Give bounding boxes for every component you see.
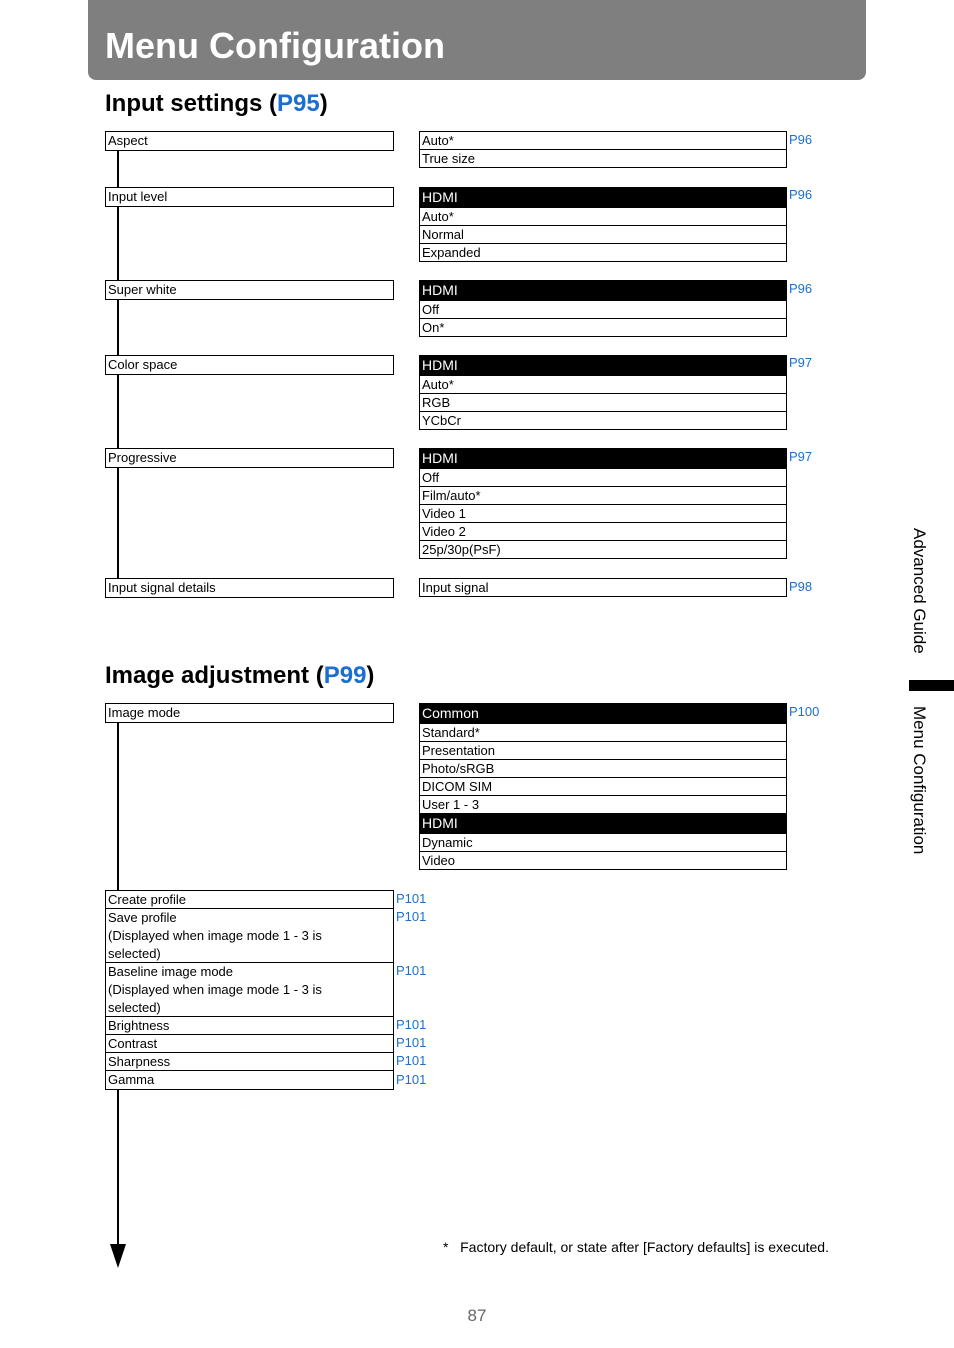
side-tab-menu-configuration[interactable]: Menu Configuration: [910, 706, 929, 855]
option-group-header: Common: [420, 704, 786, 724]
option-item[interactable]: Presentation: [420, 742, 786, 760]
option-item[interactable]: DICOM SIM: [420, 778, 786, 796]
option-group-header: HDMI: [420, 356, 786, 376]
page-link-input-signal-details[interactable]: P98: [789, 579, 813, 594]
menu-item-color-space[interactable]: Color space: [105, 355, 394, 375]
option-item[interactable]: Photo/sRGB: [420, 760, 786, 778]
menu-item-baseline-image-mode[interactable]: [105, 962, 394, 1017]
option-group-header: HDMI: [420, 281, 786, 301]
menu-item-create-profile[interactable]: Create profile: [105, 890, 394, 909]
menu-item-save-profile[interactable]: [105, 908, 394, 963]
menu-item-image-mode[interactable]: Image mode: [105, 703, 394, 723]
option-item[interactable]: Video 1: [420, 505, 786, 523]
page-link-baseline-image-mode[interactable]: P101: [396, 963, 427, 978]
image-adjustment-tree-line: [117, 723, 119, 893]
menu-item-contrast[interactable]: Contrast: [105, 1034, 394, 1053]
page-link-color-space[interactable]: P97: [789, 355, 813, 370]
menu-item-super-white[interactable]: Super white: [105, 280, 394, 300]
page-link-super-white[interactable]: P96: [789, 281, 813, 296]
option-item[interactable]: User 1 - 3: [420, 796, 786, 814]
option-group-header: HDMI: [420, 814, 786, 834]
image-adjustment-title: Image adjustment (P99): [105, 662, 375, 689]
save-profile-label: Save profile (Displayed when image mode 1 - 3 is selected): [108, 910, 322, 961]
down-arrow-icon: [110, 1244, 126, 1268]
options-progressive: [419, 448, 787, 559]
page-link-sharpness[interactable]: P101: [396, 1053, 427, 1068]
page-link-brightness[interactable]: P101: [396, 1017, 427, 1032]
input-settings-title: Input settings (P95): [105, 90, 328, 117]
baseline-image-mode-label: Baseline image mode (Displayed when image mode 1 - 3 is selected): [108, 964, 322, 1015]
page-link-gamma[interactable]: P101: [396, 1072, 427, 1087]
page-number: 87: [467, 1306, 487, 1325]
page-link-aspect[interactable]: P96: [789, 132, 813, 147]
options-color-space: [419, 355, 787, 430]
options-aspect: [419, 131, 787, 168]
input-settings-page-link[interactable]: P95: [276, 90, 320, 117]
option-item[interactable]: On*: [420, 319, 786, 337]
option-item[interactable]: Standard*: [420, 724, 786, 742]
menu-item-sharpness[interactable]: Sharpness: [105, 1052, 394, 1071]
image-adjustment-page-link[interactable]: P99: [323, 662, 367, 689]
menu-item-gamma[interactable]: Gamma: [105, 1070, 394, 1090]
option-item[interactable]: Expanded: [420, 244, 786, 262]
options-image-mode: [419, 703, 787, 870]
option-item[interactable]: 25p/30p(PsF): [420, 541, 786, 559]
menu-item-input-level[interactable]: Input level: [105, 187, 394, 207]
menu-item-brightness[interactable]: Brightness: [105, 1016, 394, 1035]
option-item[interactable]: Off: [420, 469, 786, 487]
option-item[interactable]: YCbCr: [420, 412, 786, 430]
page-header: [88, 0, 866, 80]
option-group-header: HDMI: [420, 188, 786, 208]
option-item[interactable]: Auto*: [420, 208, 786, 226]
page-link-contrast[interactable]: P101: [396, 1035, 427, 1050]
option-item[interactable]: True size: [420, 150, 786, 168]
options-super-white: [419, 280, 787, 337]
option-group-header: HDMI: [420, 449, 786, 469]
option-item[interactable]: Off: [420, 301, 786, 319]
side-tab-advanced-guide[interactable]: Advanced Guide: [910, 528, 929, 654]
page-link-progressive[interactable]: P97: [789, 449, 813, 464]
page-link-create-profile[interactable]: P101: [396, 891, 427, 906]
option-item[interactable]: Auto*: [420, 132, 786, 150]
page-link-image-mode[interactable]: P100: [789, 704, 820, 719]
option-item[interactable]: Dynamic: [420, 834, 786, 852]
options-input-signal-details: [419, 578, 787, 597]
menu-item-progressive[interactable]: Progressive: [105, 448, 394, 468]
option-item[interactable]: Video 2: [420, 523, 786, 541]
menu-item-aspect[interactable]: Aspect: [105, 131, 394, 151]
options-input-level: [419, 187, 787, 262]
option-item[interactable]: Video: [420, 852, 786, 870]
option-item[interactable]: RGB: [420, 394, 786, 412]
footnote: * Factory default, or state after [Factory defaults] is executed.: [443, 1239, 829, 1255]
option-item[interactable]: Auto*: [420, 376, 786, 394]
option-item[interactable]: Input signal: [420, 579, 786, 597]
menu-item-input-signal-details[interactable]: Input signal details: [105, 578, 394, 598]
page-title: Menu Configuration: [105, 25, 445, 66]
page-link-input-level[interactable]: P96: [789, 187, 813, 202]
page-link-save-profile[interactable]: P101: [396, 909, 427, 924]
side-tab-marker: [909, 680, 954, 691]
option-item[interactable]: Normal: [420, 226, 786, 244]
image-adjustment-tree-line-lower: [117, 1089, 119, 1249]
option-item[interactable]: Film/auto*: [420, 487, 786, 505]
